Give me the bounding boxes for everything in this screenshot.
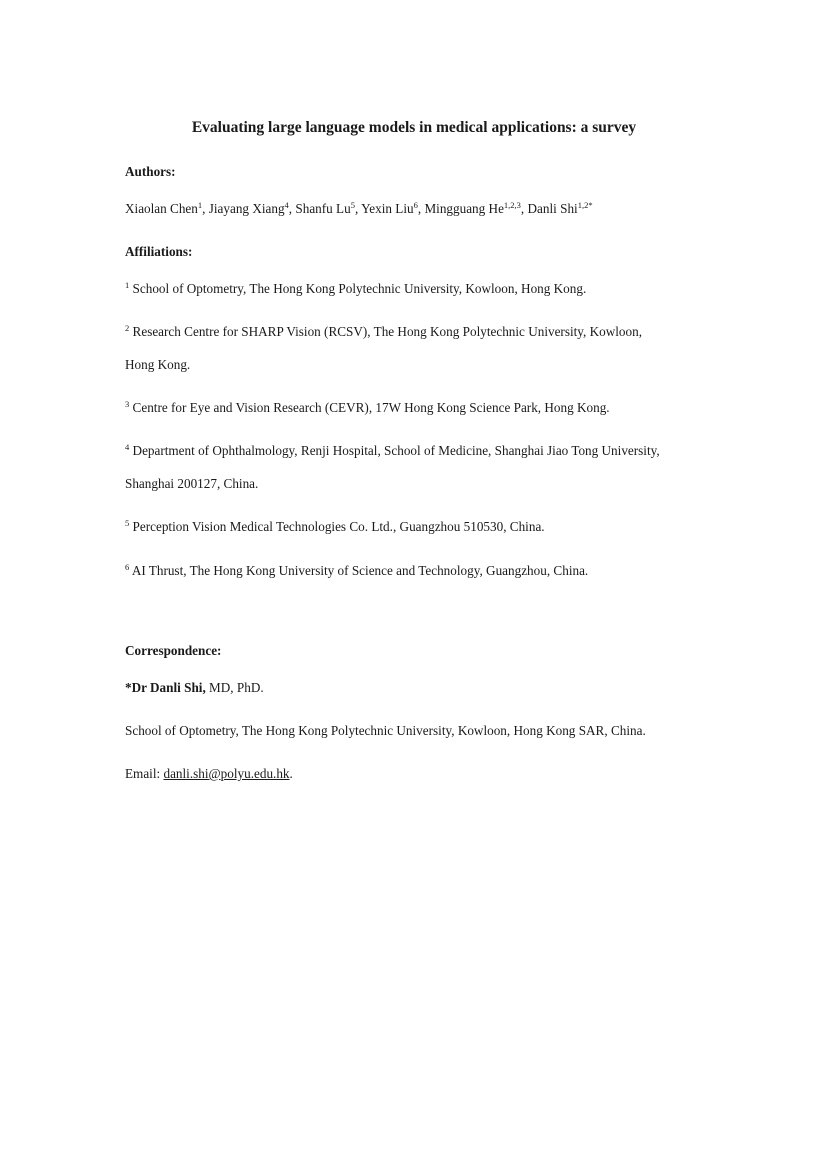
author: Yexin Liu$^6$,	[361, 200, 425, 216]
affiliation-2: $^2$ Research Centre for SHARP Vision (RCSV), The Hong Kong Polytechnic University, Kowloon,	[125, 323, 642, 339]
affiliation-3: $^3$ Centre for Eye and Vision Research (CEVR), 17W Hong Kong Science Park, Hong Kong.	[125, 399, 610, 415]
paper-title: Evaluating large language models in medical applications: a survey	[191, 119, 637, 136]
author: Shanfu Lu$^5$,	[295, 200, 362, 216]
author: Danli Shi$^{1,2*}$	[527, 200, 593, 216]
email-link[interactable]: danli.shi@polyu.edu.hk	[163, 766, 290, 781]
affiliation-1: $^1$ School of Optometry, The Hong Kong Polytechnic University, Kowloon, Hong Kong.	[125, 280, 587, 296]
author: Mingguang He$^{1,2,3}$,	[424, 200, 528, 216]
correspondence-heading: Correspondence:	[125, 643, 222, 658]
affiliation-4: $^4$ Department of Ophthalmology, Renji Hospital, School of Medicine, Shanghai Jiao Tong University,	[125, 442, 660, 458]
author-list	[125, 200, 593, 218]
author: Xiaolan Chen$^1$,	[125, 200, 209, 216]
corresponding-author-name: *Dr Danli Shi,	[125, 680, 206, 695]
affiliation-2-continued: Hong Kong.	[125, 357, 191, 372]
email-label: Email:	[125, 766, 164, 781]
affiliations-heading: Affiliations:	[125, 244, 193, 259]
correspondence-address: School of Optometry, The Hong Kong Polytechnic University, Kowloon, Hong Kong SAR, China.	[125, 723, 646, 738]
authors-heading: Authors:	[125, 164, 176, 179]
correspondence-email: Email: danli.shi@polyu.edu.hk.	[125, 766, 293, 781]
affiliation-6: $^6$ AI Thrust, The Hong Kong University of Science and Technology, Guangzhou, China.	[125, 562, 589, 578]
author: Jiayang Xiang$^4$,	[208, 200, 296, 216]
corresponding-author	[125, 679, 264, 697]
corresponding-author-degrees: MD, PhD.	[205, 680, 264, 695]
affiliation-4-continued: Shanghai 200127, China.	[125, 476, 259, 491]
affiliation-5: $^5$ Perception Vision Medical Technologies Co. Ltd., Guangzhou 510530, China.	[125, 518, 545, 534]
